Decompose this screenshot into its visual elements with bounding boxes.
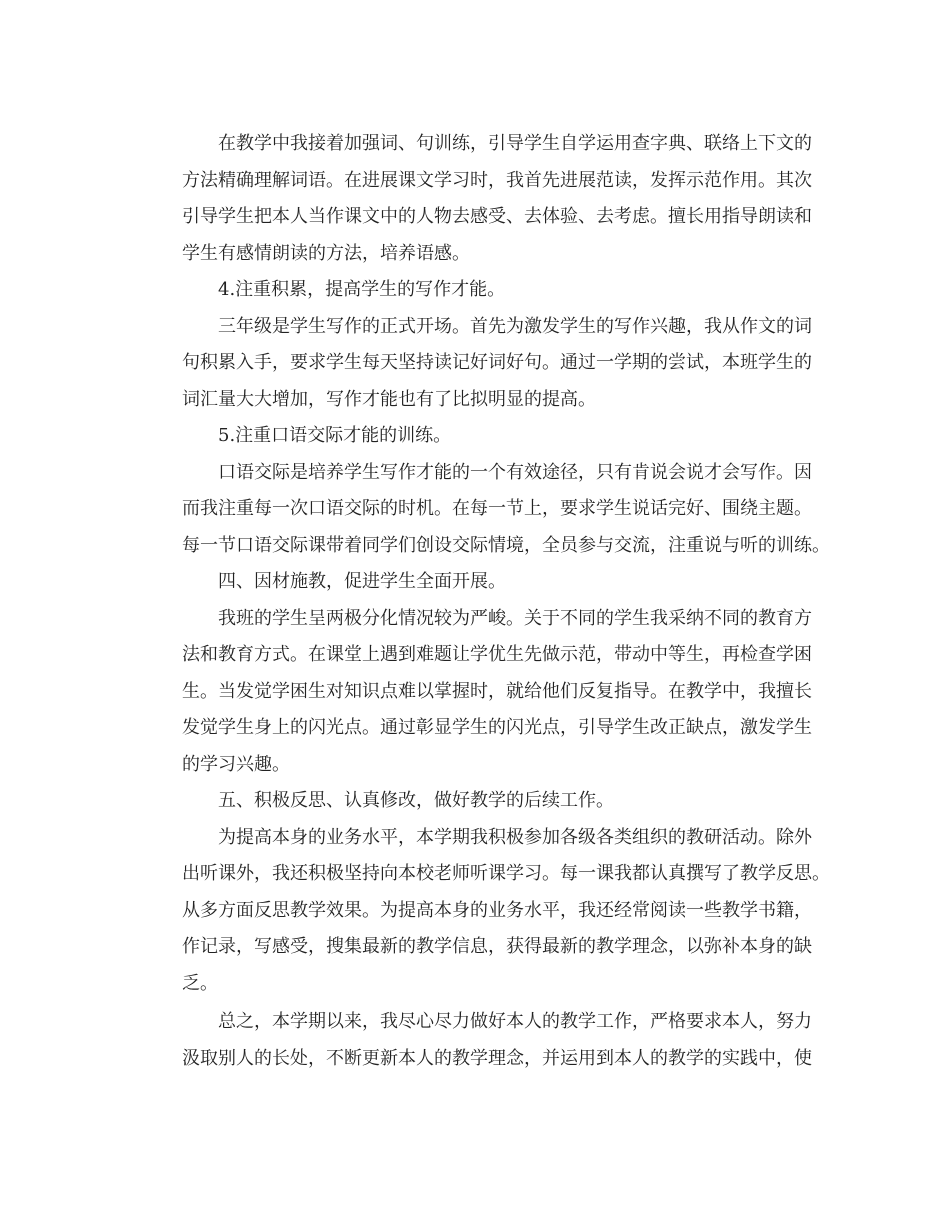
text-line: 在教学中我接着加强词、句训练，引导学生自学运用查字典、联络上下文的: [218, 133, 812, 154]
text-line: 词汇量大大增加，写作才能也有了比拟明显的提高。: [182, 388, 596, 410]
text-line: 总之，本学期以来，我尽心尽力做好本人的教学工作，严格要求本人，努力: [218, 1011, 812, 1032]
paragraph-writing-skills: [146, 309, 816, 419]
text-line: 5.注重口语交际才能的训练。: [218, 425, 452, 446]
heading-item-4: [146, 272, 816, 309]
text-line: 为提高本身的业务水平，本学期我积极参加各级各类组织的教研活动。除外: [218, 826, 812, 848]
paragraph-individualized-teaching: [146, 601, 816, 784]
text-line: 引导学生把本人当作课文中的人物去感受、去体验、去考虑。擅长用指导朗读和: [182, 206, 812, 227]
text-line: 我班的学生呈两极分化情况较为严峻。关于不同的学生我采纳不同的教育方: [218, 607, 812, 629]
text-line: 的学习兴趣。: [182, 753, 290, 775]
text-line: 学生有感情朗读的方法，培养语感。: [182, 242, 470, 264]
text-line: 方法精确理解词语。在进展课文学习时，我首先进展范读，发挥示范作用。其次: [182, 169, 812, 191]
text-line: 法和教育方式。在课堂上遇到难题让学优生先做示范，带动中等生，再检查学困: [182, 644, 812, 665]
paragraph-summary: [146, 1004, 816, 1077]
text-line: 每一节口语交际课带着同学们创设交际情境，全员参与交流，注重说与听的训练。: [182, 534, 830, 556]
heading-section-5: [146, 783, 816, 820]
text-line: 五、积极反思、认真修改，做好教学的后续工作。: [218, 790, 614, 811]
text-line: 发觉学生身上的闪光点。通过彰显学生的闪光点，引导学生改正缺点，激发学生: [182, 717, 812, 738]
text-line: 三年级是学生写作的正式开场。首先为激发学生的写作兴趣，我从作文的词: [218, 315, 812, 337]
heading-section-4: [146, 564, 816, 601]
text-line: 四、因材施教，促进学生全面开展。: [218, 571, 506, 592]
document-body: [146, 126, 830, 1077]
text-line: 作记录，写感受，搜集最新的教学信息，获得最新的教学理念，以弥补本身的缺: [182, 936, 812, 957]
heading-item-5: [146, 418, 816, 455]
text-line: 从多方面反思教学效果。为提高本身的业务水平，我还经常阅读一些教学书籍，: [182, 899, 812, 921]
text-line: 句积累入手，要求学生每天坚持读记好词好句。通过一学期的尝试，本班学生的: [182, 352, 812, 373]
text-line: 生。当发觉学困生对知识点难以掌握时，就给他们反复指导。在教学中，我擅长: [182, 680, 812, 702]
text-line: 4.注重积累，提高学生的写作才能。: [218, 279, 506, 300]
paragraph-oral-communication: [146, 455, 830, 565]
text-line: 而我注重每一次口语交际的时机。在每一节上，要求学生说话完好、围绕主题。: [182, 498, 812, 519]
paragraph-reflection: [146, 820, 830, 1003]
text-line: 汲取别人的长处，不断更新本人的教学理念，并运用到本人的教学的实践中，使: [182, 1047, 812, 1069]
text-line: 乏。: [182, 972, 218, 994]
text-line: 口语交际是培养学生写作才能的一个有效途径，只有肯说会说才会写作。因: [218, 461, 812, 483]
text-line: 出听课外，我还积极坚持向本校老师听课学习。每一课我都认真撰写了教学反思。: [182, 863, 830, 884]
paragraph-vocabulary-training: [146, 126, 816, 272]
